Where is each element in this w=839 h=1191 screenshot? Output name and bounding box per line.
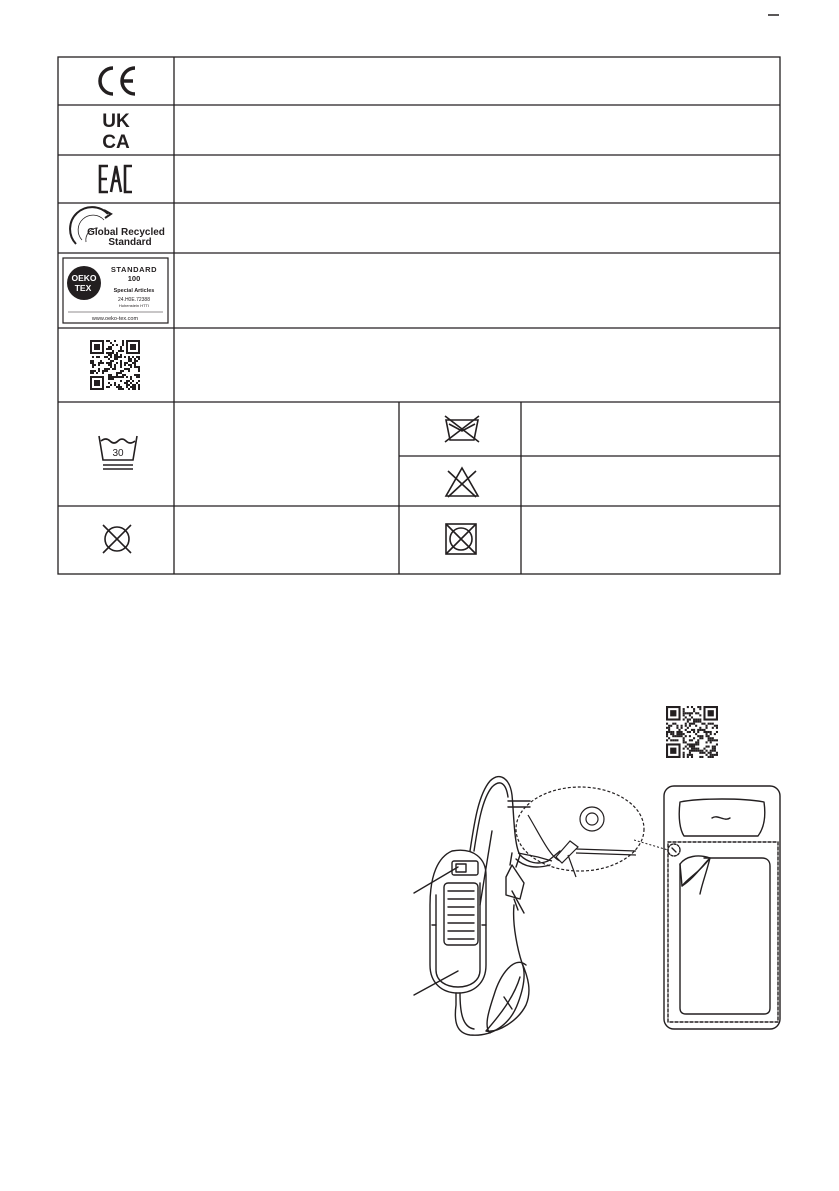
oeko-sub: Special Articles [113, 288, 155, 294]
oeko-inst: Hohenstein HTTI [118, 303, 150, 308]
oeko-tex-label-icon [62, 257, 169, 324]
eac-mark-icon [98, 164, 134, 194]
oeko-std: STANDARD [110, 265, 158, 274]
bed-with-heated-underblanket-icon [634, 784, 784, 1034]
qr-code-icon [666, 706, 718, 758]
ukca-line1: UK [102, 111, 130, 132]
global-recycled-standard-icon [68, 206, 166, 250]
ukca-mark-icon [96, 109, 136, 151]
no-bleach-icon [443, 465, 481, 499]
grs-line2: Standard [108, 237, 152, 248]
wash-30-icon [97, 432, 139, 472]
no-dry-clean-icon [97, 521, 137, 557]
oeko-code: 24.H0E.72388 [118, 297, 150, 303]
ukca-line2: CA [102, 132, 130, 151]
controller-with-plug-icon [400, 765, 650, 1055]
oeko-brand2: TEX [74, 283, 92, 293]
wash-temp: 30 [112, 448, 124, 459]
oeko-brand1: OEKO [71, 273, 97, 283]
grs-line1: Global Recycled [87, 227, 165, 238]
oeko-url: www.oeko-tex.com [91, 316, 139, 322]
ce-mark-icon [93, 63, 141, 99]
no-tumble-dry-box-icon [442, 521, 480, 557]
qr-code-icon [90, 340, 140, 390]
no-tumble-dry-icon [443, 414, 481, 444]
oeko-num: 100 [127, 274, 141, 283]
